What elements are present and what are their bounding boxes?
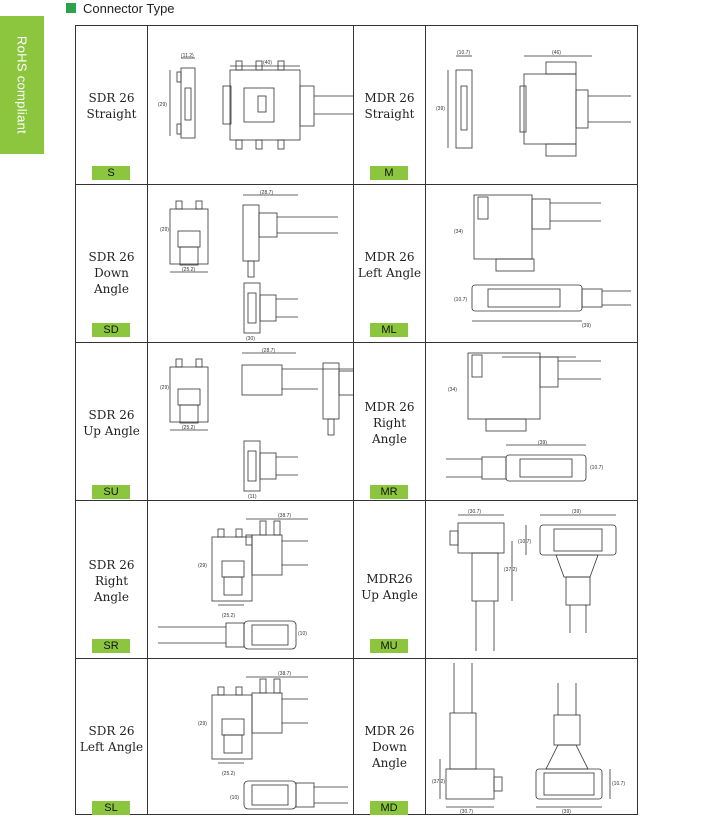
- dimension-label: (29): [198, 563, 207, 569]
- rohs-label: RoHS compliant: [14, 35, 30, 135]
- label-cell: [354, 185, 426, 342]
- connector-name-line: Down Angle: [93, 266, 129, 296]
- dimension-label: (28.7): [260, 190, 274, 196]
- connector-name-line: MDR26: [366, 572, 413, 586]
- label-cell: [354, 343, 426, 500]
- drawing-cell: [426, 343, 637, 500]
- connector-name-line: Angle: [371, 432, 407, 446]
- connector-code-badge: SR: [92, 639, 130, 653]
- connector-code-badge: SD: [92, 323, 130, 337]
- connector-name-line: SDR 26: [88, 724, 135, 738]
- connector-code-badge: MU: [370, 639, 408, 653]
- mdr26-straight-drawing: [426, 26, 637, 184]
- dimension-label: (10.7): [612, 781, 626, 787]
- mdr26-left-angle-drawing: [426, 185, 637, 343]
- section-title: Connector Type: [83, 0, 175, 16]
- dimension-label: (10.7): [454, 297, 468, 303]
- mdr26-down-angle-drawing: [426, 659, 637, 815]
- label-cell: [76, 659, 148, 814]
- drawing-cell: [426, 26, 637, 184]
- dimension-label: (29): [158, 102, 167, 108]
- mdr26-right-angle-drawing: [426, 343, 637, 501]
- label-cell: [354, 501, 426, 658]
- connector-code-badge: M: [370, 166, 408, 180]
- dimension-label: (30.7): [460, 809, 474, 815]
- connector-name-line: Right: [94, 574, 129, 588]
- connector-code-badge: SU: [92, 485, 130, 499]
- sdr26-straight-drawing: [148, 26, 354, 184]
- table-row: [76, 658, 637, 814]
- drawing-cell: [148, 26, 354, 184]
- green-square-icon: [66, 3, 76, 13]
- dimension-label: (39): [562, 809, 571, 815]
- dimension-label: (10): [230, 795, 239, 801]
- dimension-label: (37.2): [504, 567, 518, 573]
- dimension-label: (30.7): [468, 509, 482, 515]
- label-cell: [76, 185, 148, 342]
- connector-name-line: Left Angle: [357, 266, 422, 280]
- connector-name-line: MDR 26: [364, 400, 415, 414]
- label-cell: [76, 343, 148, 500]
- connector-code-badge: MR: [370, 485, 408, 499]
- drawing-cell: [426, 501, 637, 658]
- dimension-label: (10): [298, 631, 307, 637]
- dimension-label: (29): [160, 385, 169, 391]
- dimension-label: (10.7): [457, 50, 471, 56]
- label-cell: [76, 501, 148, 658]
- connector-name-line: Down Angle: [371, 740, 407, 770]
- dimension-label: (34): [448, 387, 457, 393]
- dimension-label: (10.7): [590, 465, 604, 471]
- connector-code-badge: S: [92, 166, 130, 180]
- dimension-label: (11): [248, 494, 257, 500]
- dimension-label: (46): [552, 50, 561, 56]
- connector-name-line: Angle: [93, 590, 129, 604]
- dimension-label: (30): [246, 336, 255, 342]
- dimension-label: (39): [582, 323, 591, 329]
- connector-name-line: MDR 26: [364, 724, 415, 738]
- connector-name-line: Up Angle: [361, 588, 418, 602]
- connector-name-line: Straight: [86, 107, 137, 121]
- sdr26-right-angle-drawing: [148, 501, 354, 659]
- table-row: [76, 26, 637, 184]
- connector-type-table: [75, 25, 638, 815]
- dimension-label: (38.7): [278, 671, 292, 677]
- connector-name-line: Straight: [364, 107, 415, 121]
- label-cell: [76, 26, 148, 184]
- dimension-label: (28.7): [262, 348, 276, 354]
- connector-name-line: SDR 26: [88, 408, 135, 422]
- connector-name-line: MDR 26: [364, 91, 415, 105]
- sdr26-down-angle-drawing: [148, 185, 354, 343]
- dimension-label: (37.2): [432, 779, 446, 785]
- dimension-label: (29): [160, 227, 169, 233]
- dimension-label: (25.2): [182, 267, 196, 273]
- dimension-label: (11.2): [181, 53, 194, 59]
- drawing-cell: [148, 185, 354, 342]
- connector-name-line: SDR 26: [88, 558, 135, 572]
- dimension-label: (25.2): [222, 613, 236, 619]
- connector-name-line: SDR 26: [88, 250, 135, 264]
- table-row: [76, 184, 637, 342]
- label-cell: [354, 26, 426, 184]
- rohs-side-tab: [0, 16, 44, 154]
- dimension-label: (39): [436, 106, 445, 112]
- dimension-label: (38.7): [278, 513, 292, 519]
- connector-name-line: MDR 26: [364, 250, 415, 264]
- drawing-cell: [148, 659, 354, 814]
- sdr26-up-angle-drawing: [148, 343, 354, 501]
- drawing-cell: [148, 343, 354, 500]
- dimension-label: (39): [538, 440, 547, 446]
- drawing-cell: [148, 501, 354, 658]
- section-header: [66, 0, 175, 16]
- connector-code-badge: ML: [370, 323, 408, 337]
- drawing-cell: [426, 659, 637, 814]
- connector-name-line: Right: [372, 416, 407, 430]
- connector-name-line: Up Angle: [83, 424, 140, 438]
- dimension-label: (10.7): [518, 539, 532, 545]
- dimension-label: (25.2): [222, 771, 236, 777]
- dimension-label: (25.2): [182, 425, 196, 431]
- connector-name-line: SDR 26: [88, 91, 135, 105]
- sdr26-left-angle-drawing: [148, 659, 354, 815]
- dimension-label: (29): [198, 721, 207, 727]
- table-row: [76, 342, 637, 500]
- table-row: [76, 500, 637, 658]
- dimension-label: (40): [263, 60, 272, 66]
- mdr26-up-angle-drawing: [426, 501, 637, 659]
- connector-code-badge: SL: [92, 801, 130, 815]
- connector-name-line: Left Angle: [79, 740, 144, 754]
- drawing-cell: [426, 185, 637, 342]
- dimension-label: (39): [572, 509, 581, 515]
- dimension-label: (34): [454, 229, 463, 235]
- connector-code-badge: MD: [370, 801, 408, 815]
- label-cell: [354, 659, 426, 814]
